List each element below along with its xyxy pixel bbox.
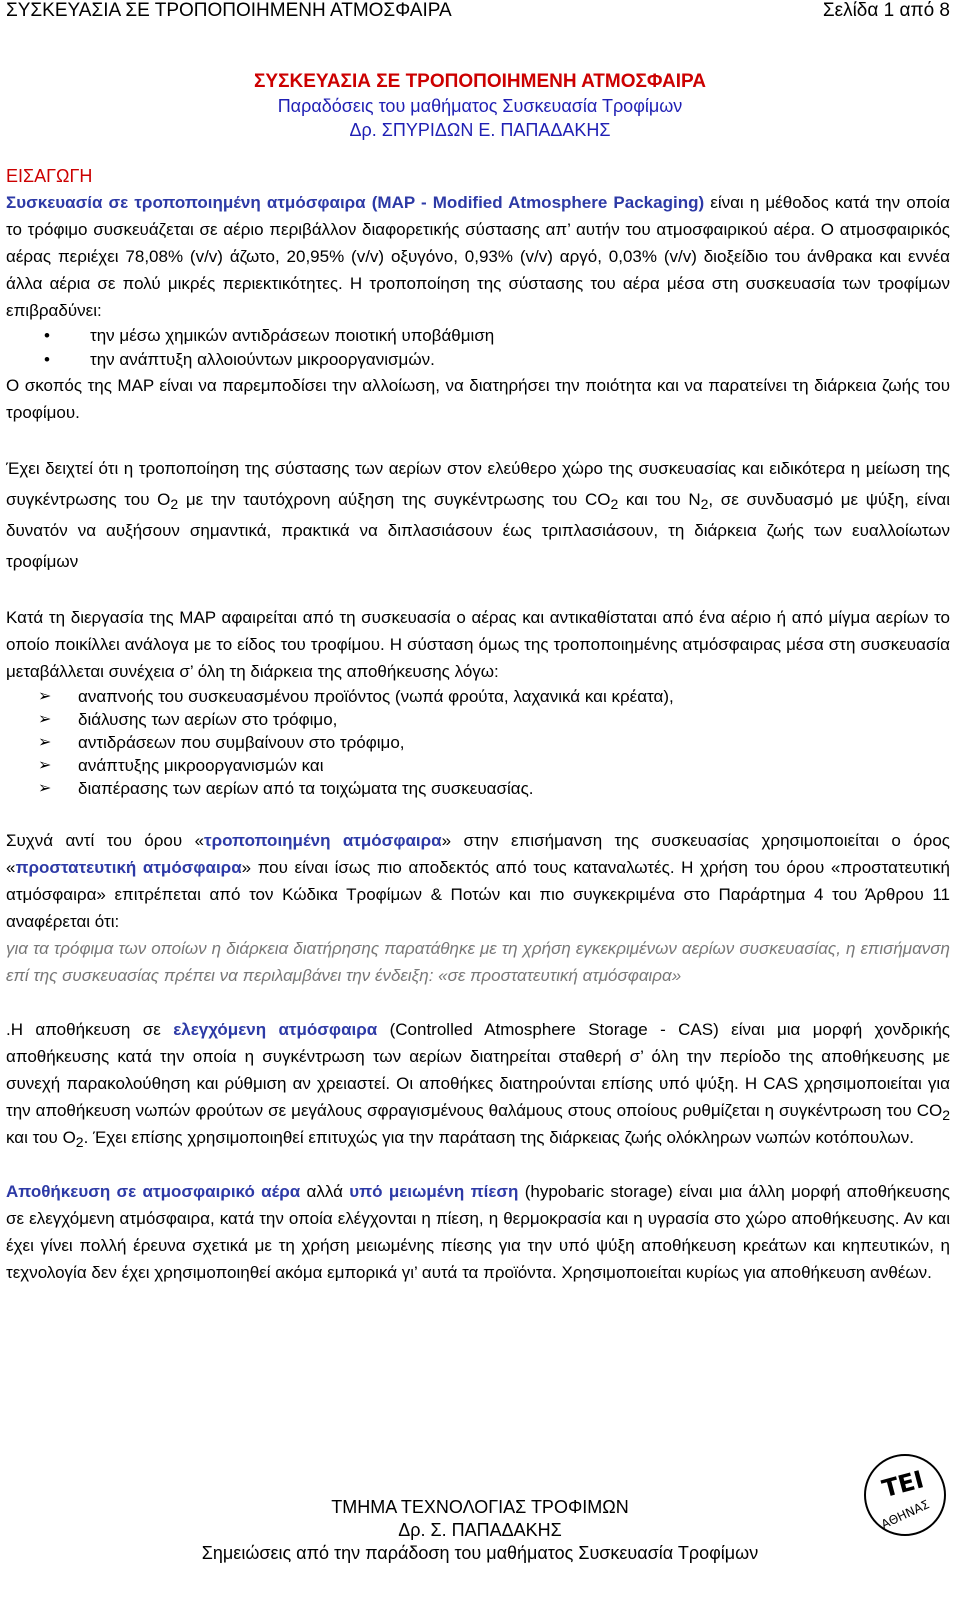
controlled-atmosphere-term: ελεγχόμενη ατμόσφαιρα [173, 1020, 378, 1039]
labeling-paragraph: Συχνά αντί του όρου «τροποποιημένη ατμόσφαιρα» στην επισήμανση της συσκευασίας χρησιμοποιείται ο όρος «προστατευτική ατμόσφαιρα» που είναι ίσως πιο αποδεκτός από τους καταναλωτές. Η χρήση του όρου «προστατευτική ατμόσφαιρα» επιτρέπεται από τον Κώδικα Τροφίμων & Ποτών και πιο συγκεκριμένα στο Παράρτημα 4 του Άρθρου 11 αναφέρεται ότι: [6, 831, 951, 931]
list-item: ➢ αντιδράσεων που συμβαίνουν στο τρόφιμο, [38, 733, 405, 752]
map-term: Συσκευασία σε τροποποιημένη ατμόσφαιρα (MAP - Modified Atmosphere Packaging) [6, 193, 705, 212]
intro-bullet-list [6, 324, 950, 372]
arrow-bullet-icon: ➢ [38, 734, 52, 751]
list-item: ➢ αναπνοής του συσκευασμένου προϊόντος (νωπά φρούτα, λαχανικά και κρέατα), [38, 687, 674, 706]
process-paragraph: Κατά τη διεργασία της MAP αφαιρείται από τη συσκευασία ο αέρας και αντικαθίσταται από ένα αέριο ή από μίγμα αερίων το οποίο ποικίλλει ανάλογα με το είδος του τροφίμου. Η σύσταση όμως της τροποποιημένης ατμόσφαιρας μέσα στη συσκευασία μεταβάλλεται συνέχεια σ’ όλη τη διάρκεια της αποθήκευσης λόγω: [6, 608, 950, 681]
page-number: Σελίδα 1 από 8 [822, 0, 950, 21]
document-body [6, 163, 950, 1286]
logo-text-top: ΤΕΙ [879, 1465, 927, 1504]
list-item: • την μέσω χημικών αντιδράσεων ποιοτική υποβάθμιση [6, 324, 950, 348]
modified-atmosphere-term: τροποποιημένη ατμόσφαιρα [204, 831, 442, 850]
footer-notes: Σημειώσεις από την παράδοση του μαθήματος Συσκευασία Τροφίμων [201, 1543, 759, 1563]
protective-atmosphere-term: προστατευτική ατμόσφαιρα [15, 858, 242, 877]
list-item: ➢ διαπέρασης των αερίων από τα τοιχώματα της συσκευασίας. [38, 779, 534, 798]
cas-paragraph: .Η αποθήκευση σε ελεγχόμενη ατμόσφαιρα (Controlled Atmosphere Storage - CAS) είναι μια μορφή χονδρικής αποθήκευσης κατά την οποία η συγκέντρωση των αερίων διατηρείται σταθερή σ’ όλη την περίοδο της αποθήκευσης με συνεχή παρακολούθηση και ρύθμιση αν χρειαστεί. Οι αποθήκες διατηρούνται επίσης υπό ψύξη. Η CAS χρησιμοποιείται για την αποθήκευση νωπών φρούτων σε μεγάλους σφραγισμένους θαλάμους στους οποίους ρυθμίζεται η συγκέντρωση του $CO_2$ και του $O_2$. Έχει επίσης χρησιμοποιηθεί επιτυχώς για την παράταση της διάρκειας ζωής ολόκληρων νωπών κοτόπουλων. [6, 1020, 950, 1150]
list-item: ➢ διάλυσης των αερίων στο τρόφιμο, [38, 710, 338, 729]
arrow-bullet-icon: ➢ [38, 688, 52, 705]
reduced-pressure-term: υπό μειωμένη πίεση [349, 1182, 519, 1201]
document-author: Δρ. ΣΠΥΡΙΔΩΝ Ε. ΠΑΠΑΔΑΚΗΣ [349, 120, 611, 140]
intro-paragraph [6, 189, 950, 324]
intro-purpose-paragraph: Ο σκοπός της MAP είναι να παρεμποδίσει την αλλοίωση, να διατηρήσει την ποιότητα και να παρατείνει τη διάρκεια ζωής του τροφίμου. [6, 376, 950, 422]
page-footer [0, 1496, 960, 1565]
process-arrow-list [6, 685, 950, 800]
arrow-bullet-icon: ➢ [38, 757, 52, 774]
running-header [6, 0, 950, 26]
running-header-title: ΣΥΣΚΕΥΑΣΙΑ ΣΕ ΤΡΟΠΟΠΟΙΗΜΕΝΗ ΑΤΜΟΣΦΑΙΡΑ [6, 0, 452, 21]
atmospheric-storage-term: Αποθήκευση σε ατμοσφαιρικό αέρα [6, 1182, 301, 1201]
list-item: • την ανάπτυξη αλλοιούντων μικροοργανισμών. [6, 348, 950, 372]
intro-paragraph-text: είναι η μέθοδος κατά την οποία το τρόφιμο συσκευάζεται σε αέριο περιβάλλον διαφορετικής σύστασης απ’ αυτήν του ατμοσφαιρικού αέρα. Ο ατμοσφαιρικός αέρας περιέχει 78,08% (v/v) άζωτο, 20,95% (v/v) οξυγόνο, 0,93% (v/v) αργό, 0,03% (v/v) διοξείδιο του άνθρακα και εννέα άλλα αέρια σε πολύ μικρές περιεκτικότητες. Η τροποποίηση της σύστασης του αέρα μέσα στη συσκευασία των τροφίμων επιβραδύνει: [6, 193, 950, 320]
hypobaric-paragraph: Αποθήκευση σε ατμοσφαιρικό αέρα αλλά υπό μειωμένη πίεση (hypobaric storage) είναι μια άλλη μορφή αποθήκευσης σε ελεγχόμενη ατμόσφαιρα, κατά την οποία ελέγχονται η πίεση, η θερμοκρασία και η υγρασία στο χώρο αποθήκευσης. Αν και έχει γίνει πολλή έρευνα σχετικά με τη χρήση μειωμένης πίεσης για την υπό ψύξη αποθήκευση κρεάτων και κηπευτικών, η τεχνολογία δεν έχει χρησιμοποιηθεί ακόμα εμπορικά γι’ αυτά τα προϊόντα. Χρησιμοποιείται κυρίως για αποθήκευση ανθέων. [6, 1182, 950, 1282]
footer-department: ΤΜΗΜΑ ΤΕΧΝΟΛΟΓΙΑΣ ΤΡΟΦΙΜΩΝ [331, 1497, 629, 1517]
logo-text-bottom: ΑΘΗΝΑΣ [879, 1497, 932, 1532]
arrow-bullet-icon: ➢ [38, 780, 52, 797]
section-heading-intro: ΕΙΣΑΓΩΓΗ [6, 166, 93, 186]
document-title-block [0, 70, 960, 142]
list-item: ➢ ανάπτυξης μικροοργανισμών και [38, 756, 324, 775]
arrow-bullet-icon: ➢ [38, 711, 52, 728]
legal-quote: για τα τρόφιμα των οποίων η διάρκεια διατήρησης παρατάθηκε με τη χρήση εγκεκριμένων αερίων συσκευασίας, η επισήμανση επί της συσκευασίας πρέπει να περιλαμβάνει την ένδειξη: «σε προστατευτική ατμόσφαιρα» [6, 939, 950, 985]
gas-composition-paragraph: Έχει δειχτεί ότι η τροποποίηση της σύστασης των αερίων στον ελεύθερο χώρο της συσκευασίας και ειδικότερα η μείωση της συγκέντρωσης του $O_2$ με την ταυτόχρονη αύξηση της συγκέντρωσης του $CO_2$ και του $N_2$, σε συνδυασμό με ψύξη, είναι δυνατόν να αυξήσουν σημαντικά, πρακτικά να διπλασιάσουν έως τριπλασιάσουν, τη διάρκεια ζωής των ευαλλοίωτων τροφίμων [6, 459, 950, 571]
document-title: ΣΥΣΚΕΥΑΣΙΑ ΣΕ ΤΡΟΠΟΠΟΙΗΜΕΝΗ ΑΤΜΟΣΦΑΙΡΑ [254, 71, 706, 92]
footer-author: Δρ. Σ. ΠΑΠΑΔΑΚΗΣ [398, 1520, 562, 1540]
document-subtitle: Παραδόσεις του μαθήματος Συσκευασία Τροφίμων [277, 96, 683, 116]
